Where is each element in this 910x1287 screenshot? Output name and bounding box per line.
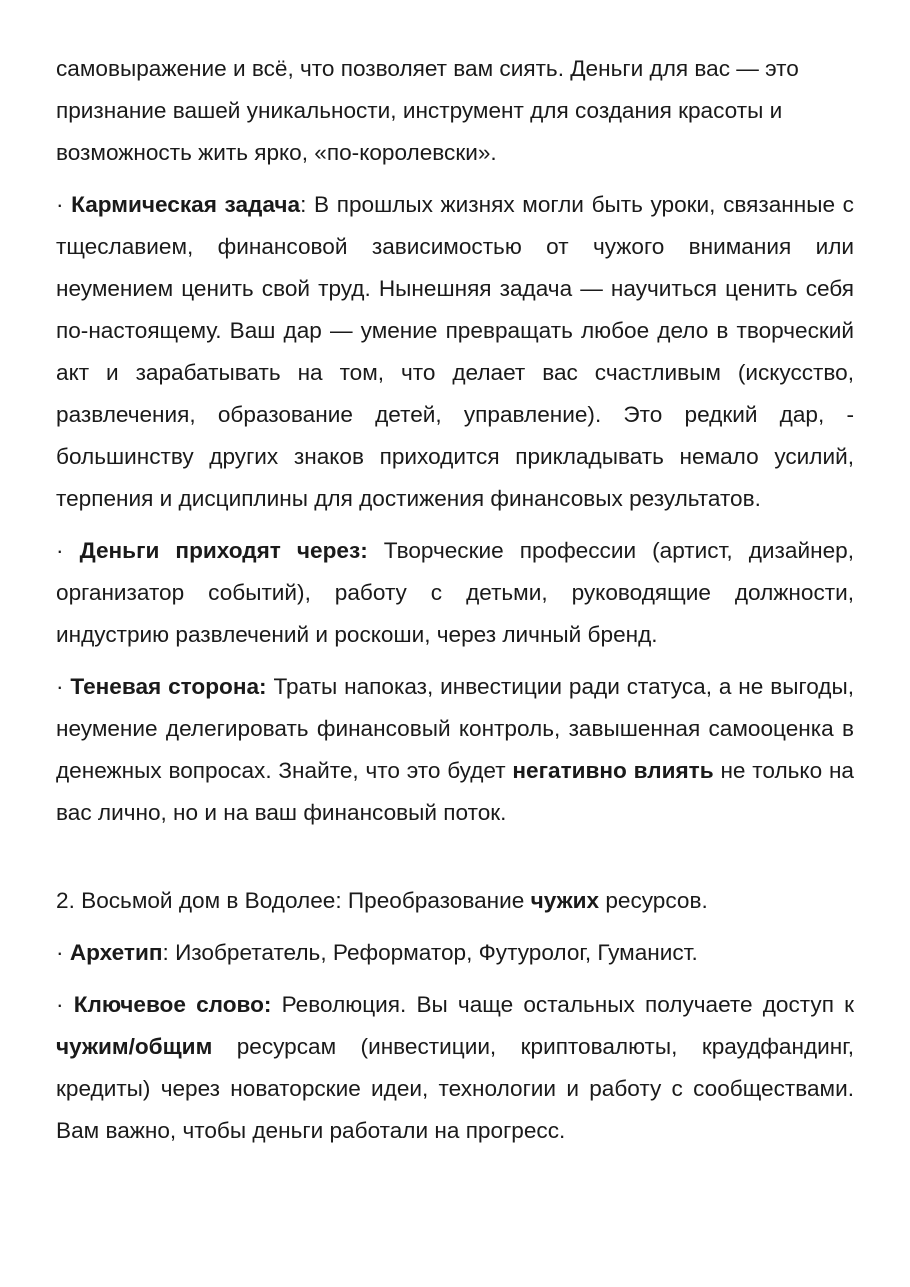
bullet: · [56, 940, 70, 965]
keyword-text: Революция. Вы чаще остальных получаете доступ к [271, 992, 854, 1017]
bullet: · [56, 674, 71, 699]
archetype-text: : Изобретатель, Реформатор, Футуролог, Гуманист. [162, 940, 698, 965]
bullet: · [56, 192, 72, 217]
shadow-side-label: Теневая сторона: [70, 674, 267, 699]
shadow-side-text: Траты напоказ, инвестиции ради статуса, а не выгоды, неумение делегировать финансовый контроль, завышенная самооценка в денежных вопросах. Знайте, что это будет [56, 674, 854, 783]
section-2-text: 2. Восьмой дом в Водолее: Преобразование [56, 888, 531, 913]
archetype-label: Архетип [69, 940, 163, 965]
document-page [56, 48, 854, 1152]
intro-text: самовыражение и всё, что позволяет вам сиять. Деньги для вас — это признание вашей уникальности, инструмент для создания красоты и возможность жить ярко, «по-королевски». [56, 56, 799, 165]
shadow-side-emphasis: негативно влиять [512, 758, 714, 783]
shadow-side-text-end: не только на вас лично, но и на ваш финансовый поток. [56, 758, 854, 825]
keyword-label: Ключевое слово: [73, 992, 272, 1017]
money-sources-label: Деньги приходят через: [79, 538, 368, 563]
bullet: · [56, 992, 74, 1017]
money-sources-text: Творческие профессии (артист, дизайнер, организатор событий), работу с детьми, руководящие должности, индустрию развлечений и роскоши, через личный бренд. [56, 538, 854, 647]
keyword-emphasis: чужим/общим [56, 1034, 213, 1059]
section-2-text-end: ресурсов. [599, 888, 708, 913]
money-sources-paragraph [56, 530, 854, 656]
bullet: · [56, 538, 80, 563]
shadow-side-paragraph [56, 666, 854, 834]
intro-paragraph [56, 48, 854, 174]
section-2-emphasis: чужих [530, 888, 600, 913]
karmic-task-text: В прошлых жизнях могли быть уроки, связанные с тщеславием, финансовой зависимостью от чужого внимания или неумением ценить свой труд. Нынешняя задача — научиться ценить себя по-настоящему. Ваш дар — умение превращать любое дело в творческий акт и зарабатывать на том, что делает вас счастливым (искусство, развлечения, образование детей, управление). Это редкий дар, - большинству других знаков приходится прикладывать немало усилий, терпения и дисциплины для достижения финансовых результатов. [56, 192, 854, 511]
separator: : [300, 192, 314, 217]
keyword-paragraph [56, 984, 854, 1152]
section-2-heading [56, 880, 854, 922]
keyword-text-end: ресурсам (инвестиции, криптовалюты, краудфандинг, кредиты) через новаторские идеи, технологии и работу с сообществами. Вам важно, чтобы деньги работали на прогресс. [56, 1034, 854, 1143]
karmic-task-paragraph [56, 184, 854, 520]
archetype-paragraph [56, 932, 854, 974]
karmic-task-label: Кармическая задача [71, 192, 301, 217]
